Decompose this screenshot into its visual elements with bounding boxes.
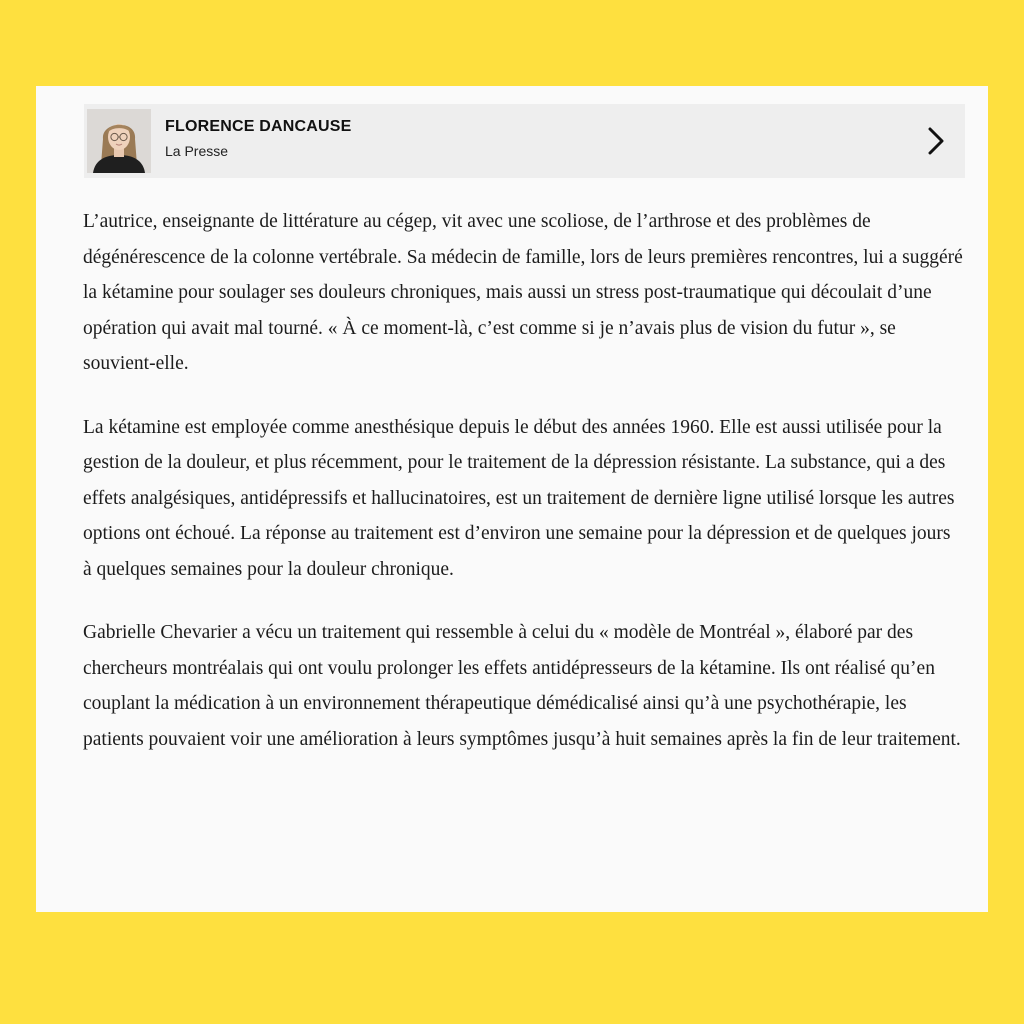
article-body [83, 204, 963, 785]
article-paragraph: La kétamine est employée comme anesthésique depuis le début des années 1960. Elle est aussi utilisée pour la gestion de la douleur, et plus récemment, pour le traitement de la dépression résistante. La substance, qui a des effets analgésiques, antidépressifs et hallucinatoires, est un traitement de dernière ligne utilisé lorsque les autres options ont échoué. La réponse au traitement est d’environ une semaine pour la dépression et de quelques jours à quelques semaines pour la douleur chronique. [83, 416, 955, 580]
author-outlet: La Presse [165, 143, 229, 159]
author-avatar[interactable] [87, 109, 151, 173]
author-photo [87, 109, 151, 173]
chevron-right-icon[interactable] [925, 126, 947, 156]
article-paragraph: L’autrice, enseignante de littérature au cégep, vit avec une scoliose, de l’arthrose et des problèmes de dégénérescence de la colonne vertébrale. Sa médecin de famille, lors de leurs premières rencontres, lui a suggéré la kétamine pour soulager ses douleurs chroniques, mais aussi un stress post-traumatique qui découlait d’une opération qui avait mal tourné. « À ce moment-là, c’est comme si je n’avais plus de vision du futur », se souvient-elle. [83, 211, 963, 374]
article-paragraph: Gabrielle Chevarier a vécu un traitement qui ressemble à celui du « modèle de Montréal », élaboré par des chercheurs montréalais qui ont voulu prolonger les effets antidépresseurs de la kétamine. Ils ont réalisé qu’en couplant la médication à un environnement thérapeutique démédicalisé ainsi qu’à une psychothérapie, les patients pouvaient voir une amélioration à leurs symptômes jusqu’à huit semaines après la fin de leur traitement. [83, 622, 961, 750]
article-card [36, 86, 988, 912]
author-name: FLORENCE DANCAUSE [165, 118, 352, 135]
author-byline-link[interactable] [84, 104, 965, 178]
